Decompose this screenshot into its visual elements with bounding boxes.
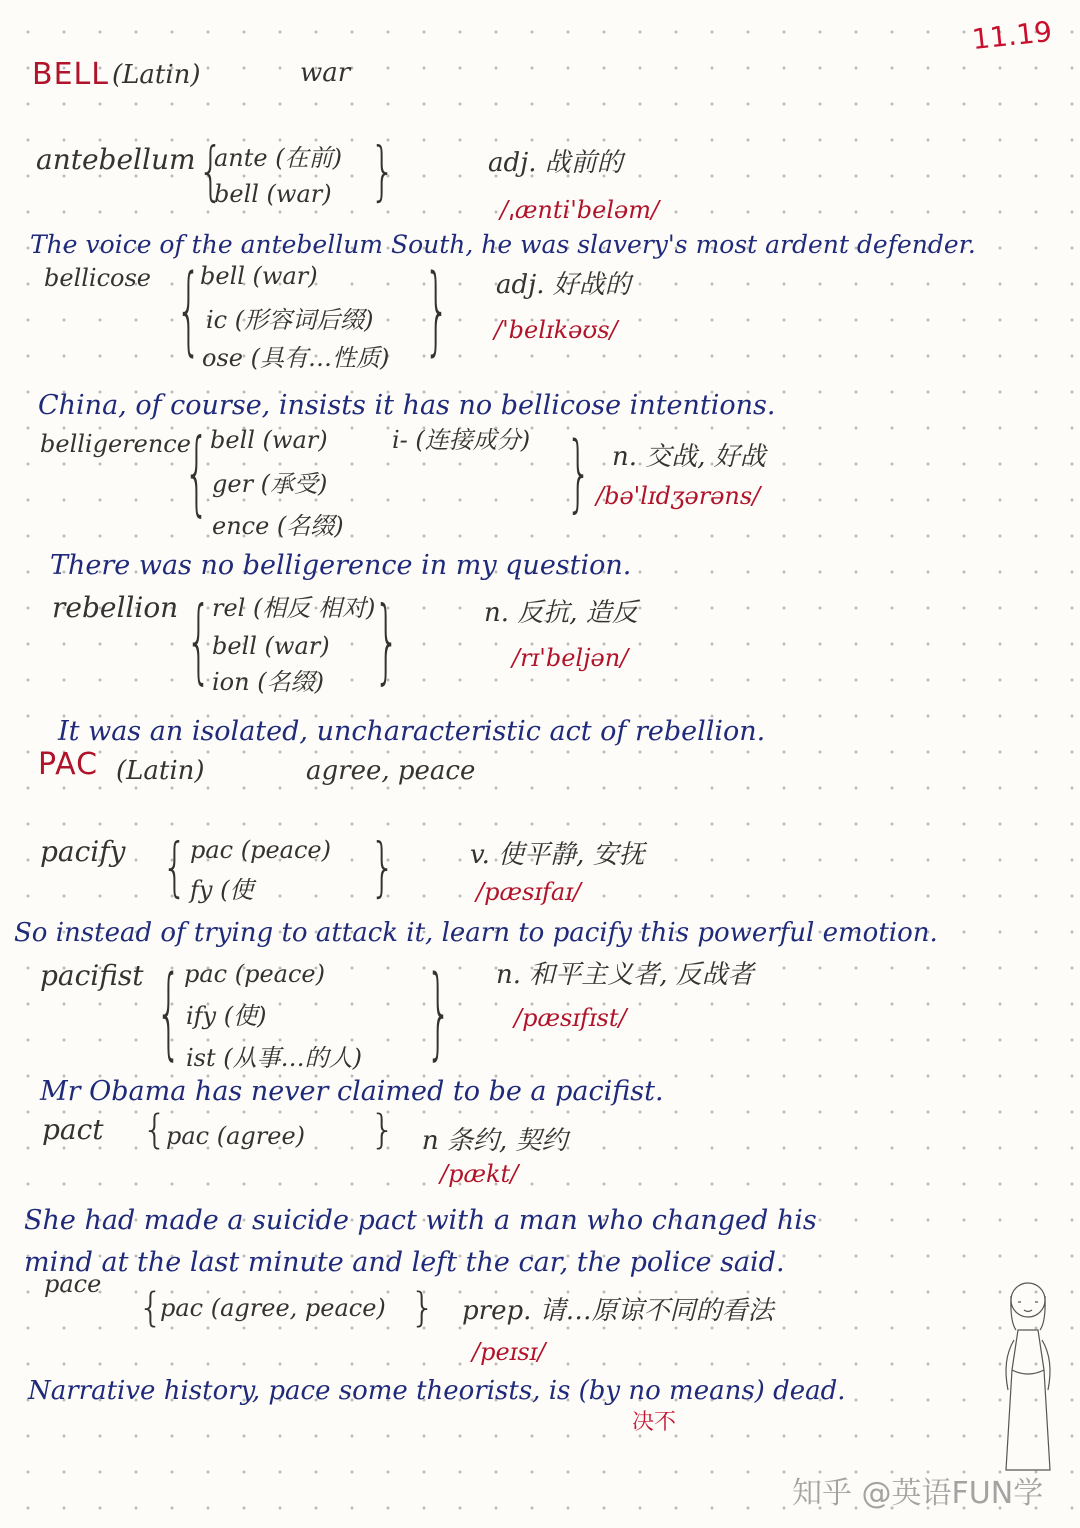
root-part: rel (相反 相对) [212, 594, 376, 622]
root-part: bell (war) [212, 632, 330, 660]
root-part: bell (war) [210, 426, 328, 454]
root-part: ose (具有…性质) [202, 344, 390, 372]
entry-word: belligerence [40, 430, 191, 458]
part-of-speech: n. 交战, 好战 [612, 442, 766, 472]
open-brace: { [176, 256, 202, 368]
example-sentence: The voice of the antebellum South, he was slavery's most ardent defender. [30, 230, 976, 259]
root-part: ence (名缀) [212, 512, 344, 540]
pronunciation: /ˌænti'beləm/ [500, 196, 660, 224]
entry-word: rebellion [52, 591, 179, 624]
date-label: 11.19 [970, 14, 1054, 57]
pronunciation: /bə'lɪdʒərəns/ [596, 482, 761, 510]
root-part: ic (形容词后缀) [206, 306, 374, 334]
close-brace: } [426, 956, 452, 1072]
entry-word: antebellum [36, 143, 196, 176]
close-brace: } [410, 1285, 436, 1331]
root-meaning: agree, peace [306, 756, 476, 786]
root-part: ify (使) [186, 1002, 267, 1030]
pronunciation: /pæsɪfɪst/ [514, 1004, 627, 1032]
root-part-extra: i- (连接成分) [392, 426, 531, 454]
root-part: pac (peace) [190, 836, 331, 864]
root-title: PAC [38, 747, 99, 782]
root-origin: (Latin) [116, 756, 205, 786]
open-brace: { [198, 135, 224, 209]
close-brace: } [424, 256, 450, 368]
open-brace: { [156, 956, 182, 1072]
part-of-speech: adj. 好战的 [496, 270, 631, 300]
close-brace: } [370, 135, 396, 209]
root-part: pac (peace) [184, 960, 325, 988]
entry-word: pacifist [40, 959, 144, 992]
root-part: ist (从事…的人) [186, 1044, 362, 1072]
part-of-speech: n. 和平主义者, 反战者 [496, 960, 754, 990]
close-brace: } [370, 831, 396, 905]
root-part: fy (使 [190, 876, 254, 904]
example-sentence: There was no belligerence in my question. [50, 550, 632, 581]
root-meaning: war [300, 58, 351, 88]
example-sentence: She had made a suicide pact with a man who changed his mind at the last minute and left the car, the police said. [24, 1205, 817, 1278]
open-brace: { [142, 1107, 168, 1153]
part-of-speech: adj. 战前的 [488, 148, 623, 178]
example-sentence: It was an isolated, uncharacteristic act of rebellion. [58, 716, 766, 747]
entry-word: bellicose [44, 264, 152, 292]
part-of-speech: n 条约, 契约 [422, 1126, 568, 1156]
entry-word: pace [44, 1270, 102, 1298]
root-origin: (Latin) [112, 60, 201, 90]
annotation-note: 决不 [632, 1410, 677, 1435]
open-brace: { [162, 831, 188, 905]
close-brace: } [566, 425, 592, 523]
girl-sketch-illustration [988, 1270, 1068, 1484]
close-brace: } [370, 1107, 396, 1153]
root-part: pac (agree) [166, 1122, 306, 1150]
root-part: ger (承受) [212, 470, 328, 498]
entry-word: pact [42, 1113, 104, 1146]
root-part: bell (war) [214, 180, 332, 208]
root-part: bell (war) [200, 262, 318, 290]
example-sentence: Narrative history, pace some theorists, is (by no means) dead. [28, 1376, 846, 1406]
open-brace: { [186, 589, 212, 695]
part-of-speech: prep. 请…原谅不同的看法 [462, 1296, 774, 1326]
part-of-speech: v. 使平静, 安抚 [470, 840, 645, 870]
pronunciation: /peɪsɪ/ [472, 1338, 546, 1366]
root-part: pac (agree, peace) [160, 1294, 386, 1322]
open-brace: { [138, 1285, 164, 1331]
pronunciation: /rɪ'beljən/ [512, 644, 629, 672]
entry-word: pacify [40, 835, 126, 868]
part-of-speech: n. 反抗, 造反 [484, 598, 638, 628]
watermark: 知乎 @英语FUN学 [792, 1476, 1044, 1511]
pronunciation: /'belɪkəʊs/ [494, 316, 618, 344]
close-brace: } [374, 589, 400, 695]
pronunciation: /pækt/ [440, 1160, 519, 1188]
root-part: ante (在前) [214, 144, 342, 172]
pronunciation: /pæsɪfaɪ/ [476, 878, 581, 906]
open-brace: { [184, 421, 210, 527]
example-sentence: China, of course, insists it has no bellicose intentions. [38, 390, 776, 421]
root-part: ion (名缀) [212, 668, 324, 696]
example-sentence: Mr Obama has never claimed to be a pacifist. [40, 1076, 664, 1107]
root-title: BELL [32, 57, 109, 92]
example-sentence: So instead of trying to attack it, learn to pacify this powerful emotion. [14, 918, 938, 948]
